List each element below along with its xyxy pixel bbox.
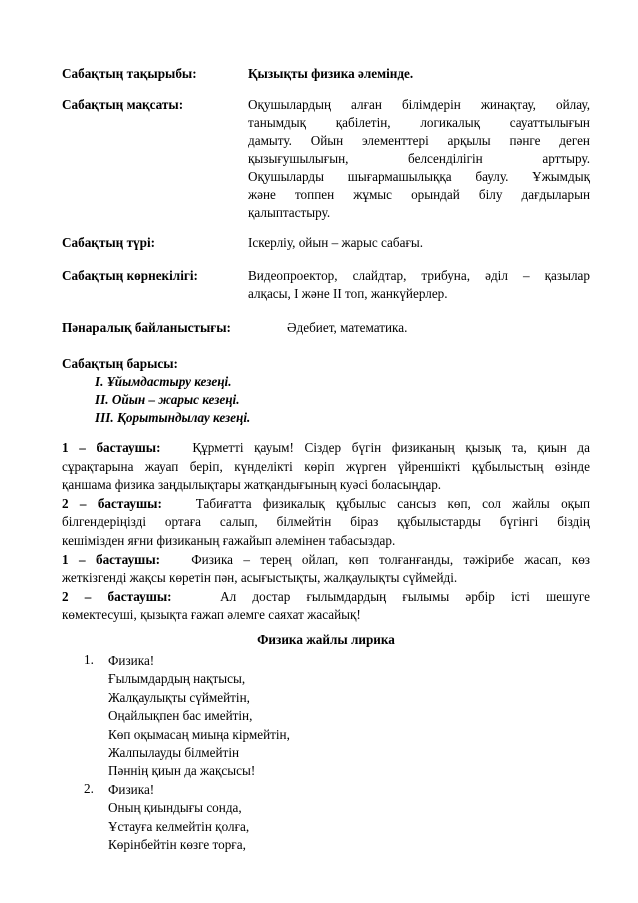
verse-line: Көп оқымасаң миыңа кірмейтін, [108,726,290,742]
lesson-type-label: Сабақтың түрі: [62,235,156,250]
topic-label: Сабақтың тақырыбы: [62,66,197,81]
verse-line: Ғылымдардың нақтысы, [108,671,246,687]
stanza [108,652,290,781]
dialogue-line [62,495,590,514]
dialogue-line [62,439,590,458]
stage-item: ІІІ. Қорытындылау кезеңі. [95,410,251,425]
objective-label: Сабақтың мақсаты: [62,97,184,112]
lesson-type-line: Іскерліу, ойын – жарыс сабағы. [248,235,424,250]
dialogue-text: Ал достар ғылымдардың ғылымы әрбір істі шешуге [220,588,590,604]
dialogue-line: көмектесуші, қызықта ғажап әлемге саяхат жасайық! [62,607,361,623]
objective-value [248,97,590,223]
speaker-label: 2 – бастаушы: [62,495,162,511]
verse-line: Оңайлықпен бас имейтін, [108,708,253,724]
topic-value [248,66,590,84]
verse-line: Жалқаулықты сүймейтін, [108,689,250,705]
dialogue-line [62,551,590,570]
objective-line: қызығушылығын, белсенділігін арттыру. [248,151,590,166]
dialogue-text: Табиғатта физикалық құбылыс сансыз көп, сол жайлы оқып [195,495,590,511]
speaker-label: 1 – бастаушы: [62,551,161,567]
dialogue-text: Құрметті қауым! Сіздер бүгін физиканың қызық та, қиын да [192,440,590,455]
verse-line: Физика! [108,782,155,797]
dialogue-line: қаншама физика заңдылықтары жатқандығының куәсі боласыңдар. [62,477,442,493]
objective-line: Оқушылардың алған білімдерін жинақтау, ойлау, [248,97,590,112]
speaker-label: 1 – бастаушы: [62,440,161,455]
objective-line: қалыптастыру. [248,205,331,220]
visual-aids-line: Видеопроектор, слайдтар, трибуна, әділ – қазылар [248,268,590,283]
interdisciplinary-value: Әдебиет, математика. [287,320,408,335]
topic-value-line: Қызықты физика әлемінде. [248,66,414,81]
verse-line: Жалпылауды білмейтін [108,745,240,761]
dialogue-text: Физика – терең ойлап, көп толғанғанды, тәжірибе жасап, көз [191,551,591,567]
stanza-number: 1. [84,652,94,667]
speaker-label: 2 – бастаушы: [62,588,172,604]
visual-aids-value [248,268,590,304]
objective-line: танымдық қабілетін, логикалық сауаттылығын [248,115,590,130]
dialogue-line: кешімізден яғни физиканың ғажайып әлемінен табасыздар. [62,532,396,548]
visual-aids-line: алқасы, І және ІІ топ, жанкүйерлер. [248,286,448,301]
stanza-number: 2. [84,781,94,796]
stanza [108,781,249,855]
stage-item: І. Ұйымдастыру кезеңі. [95,374,232,389]
objective-line: дамыту. Ойын элементтері арқылы пәнге деген [248,133,590,148]
stage-item: ІІ. Ойын – жарыс кезеңі. [95,392,240,407]
verse-line: Көрінбейтін көзге торға, [108,837,246,853]
dialogue [62,439,590,625]
objective-line: және топпен жұмыс орындай білу дағдыларын [248,187,590,202]
visual-aids-label: Сабақтың көрнекілігі: [62,268,198,283]
poem-title: Физика жайлы лирика [257,632,395,647]
dialogue-line [62,588,590,607]
dialogue-line: сұрақтарына жауап беріп, күнделікті көріп жүрген үйреншікті құбылыстың өзінде [62,458,590,474]
lesson-type-value [248,235,590,253]
verse-line: Оның қиындығы сонда, [108,800,242,816]
dialogue-line: білгендеріңізді ортаға салып, білмейтін біраз құбылыстарды бүгінгі біздің [62,514,590,530]
interdisciplinary-label: Пәнаралық байланыстығы: [62,320,231,335]
verse-line: Ұстауға келмейтін қолға, [108,818,250,834]
verse-line: Физика! [108,653,155,668]
objective-line: Оқушыларды шығармашылыққа баулу. Ұжымдық [248,169,590,184]
verse-line: Пәннің қиын да жақсысы! [108,763,256,779]
course-heading: Сабақтың барысы: [62,356,178,371]
dialogue-line: жеткізгенді жақсы көретін пән, асығыстықты, жалқаулықты сүймейді. [62,570,458,586]
